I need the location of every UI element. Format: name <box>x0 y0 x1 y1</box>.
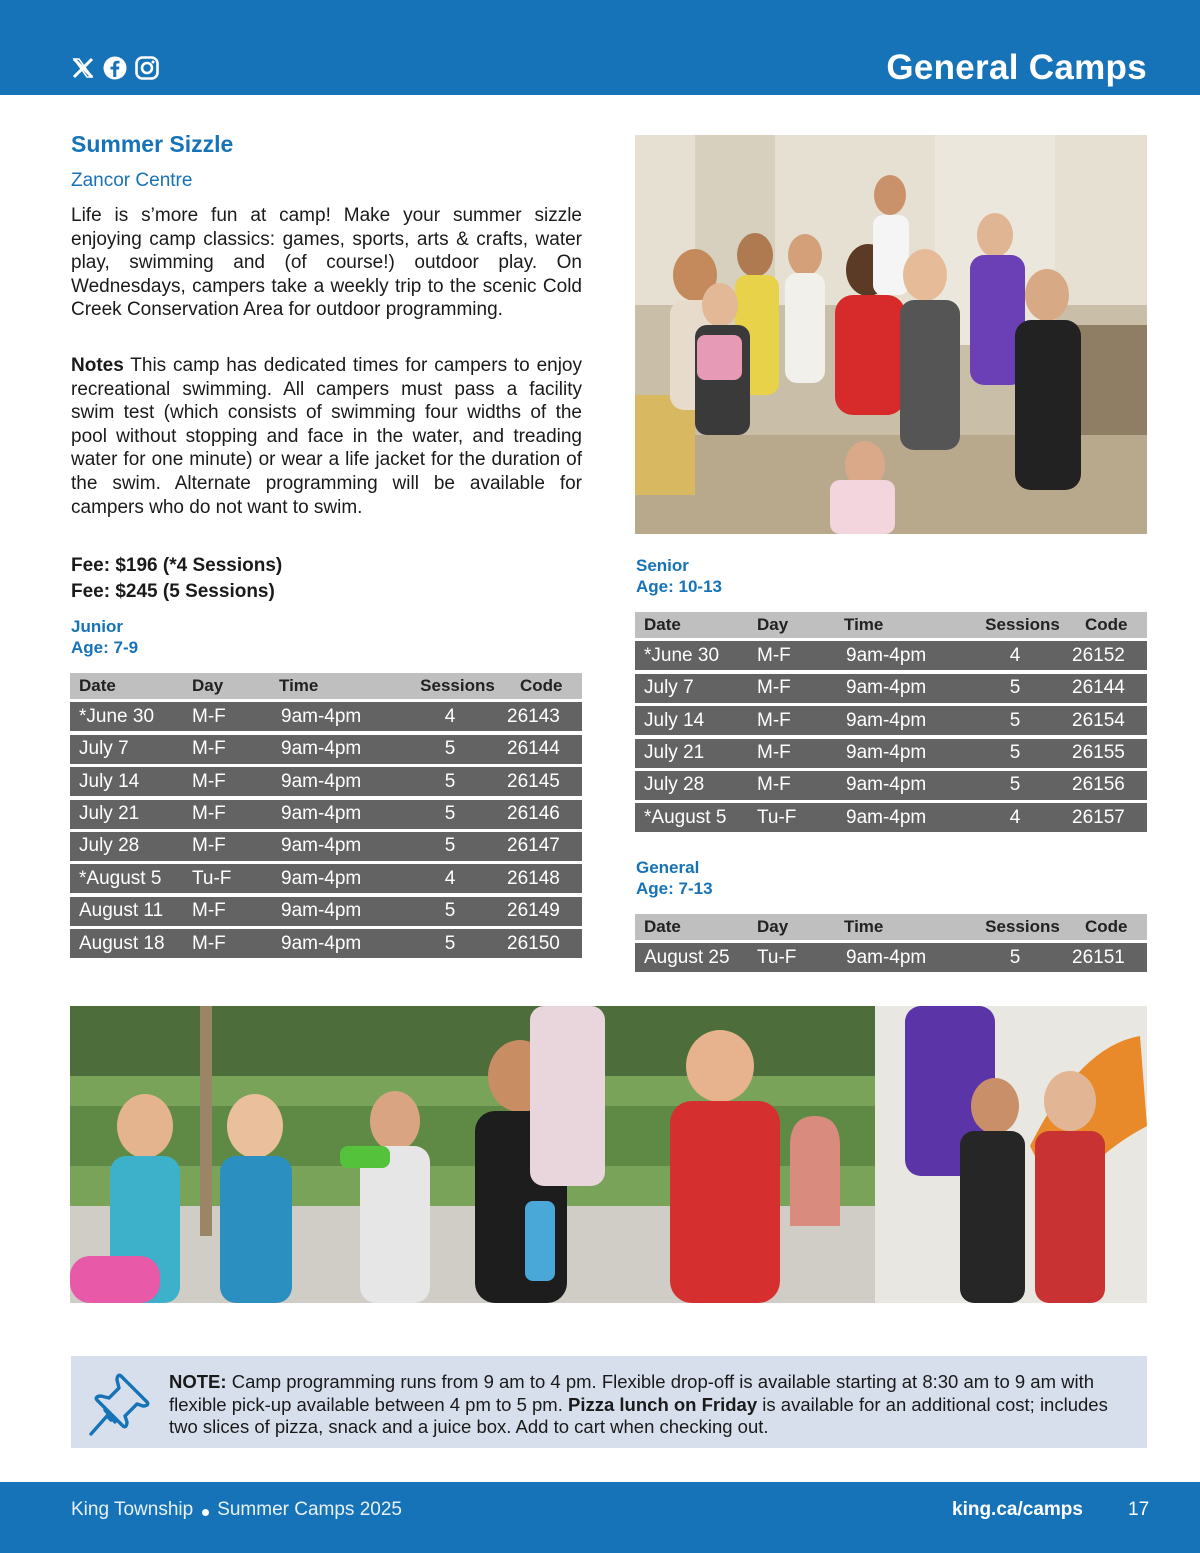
column-header-sessions: Sessions <box>420 676 495 695</box>
instagram-icon[interactable] <box>134 55 160 81</box>
cell-code: 26154 <box>1072 709 1125 731</box>
table-header <box>635 914 1147 940</box>
table-row <box>635 739 1147 768</box>
table-header <box>70 673 582 699</box>
column-header-date: Date <box>79 676 116 695</box>
cell-day: M-F <box>192 770 226 792</box>
cell-day: M-F <box>757 742 791 764</box>
table-row <box>70 702 582 731</box>
column-header-code: Code <box>1085 615 1128 634</box>
cell-time: 9am-4pm <box>281 835 362 857</box>
page-number: 17 <box>1128 1499 1150 1520</box>
page-footer <box>0 1482 1200 1553</box>
footer-separator-dot <box>202 1509 209 1516</box>
program-notes <box>71 354 582 519</box>
cell-date: *June 30 <box>644 644 720 666</box>
cell-sessions: 5 <box>444 932 456 954</box>
column-header-day: Day <box>757 615 789 634</box>
cell-code: 26157 <box>1072 806 1125 828</box>
column-header-time: Time <box>844 615 884 634</box>
cell-code: 26156 <box>1072 774 1125 796</box>
cell-date: July 7 <box>644 677 694 699</box>
facebook-icon[interactable] <box>102 55 128 81</box>
table-row <box>70 929 582 958</box>
cell-day: M-F <box>192 803 226 825</box>
table-row <box>635 641 1147 670</box>
senior-schedule-table <box>635 612 1147 832</box>
cell-sessions: 5 <box>444 803 456 825</box>
cell-time: 9am-4pm <box>846 806 927 828</box>
note-pizza-highlight: Pizza lunch on Friday <box>568 1393 758 1415</box>
social-links <box>70 55 160 81</box>
footer-website-link[interactable]: king.ca/camps <box>952 1499 1083 1520</box>
cell-date: July 28 <box>644 774 705 796</box>
cell-date: *June 30 <box>79 705 155 727</box>
cell-time: 9am-4pm <box>846 774 927 796</box>
fee-five-sessions: Fee: $245 (5 Sessions) <box>71 581 275 602</box>
senior-name: Senior <box>636 556 689 575</box>
cell-day: M-F <box>192 900 226 922</box>
page-header <box>0 0 1200 95</box>
column-header-day: Day <box>757 917 789 936</box>
cell-date: *August 5 <box>644 806 727 828</box>
cell-code: 26151 <box>1072 946 1125 968</box>
cell-time: 9am-4pm <box>846 709 927 731</box>
general-name: General <box>636 858 700 877</box>
junior-age: Age: 7-9 <box>71 638 139 657</box>
cell-sessions: 5 <box>444 770 456 792</box>
table-row <box>635 943 1147 972</box>
notes-text: This camp has dedicated times for campers to enjoy recreational swimming. All campers must pass a facility swim test (which consists of swimming four widths of the pool without stopping and face in the water, and treading water for one minute) or wear a life jacket for the duration of the swim. Alternate programming will be available for campers who do not want to swim. <box>71 355 582 518</box>
program-description: Life is s’more fun at camp! Make your summer sizzle enjoying camp classics: games, sports, arts & crafts, water play, swimming and (of course!) outdoor play. On Wednesdays, campers take a weekly trip to the scenic Cold Creek Conservation Area for outdoor programming. <box>71 205 582 321</box>
cell-day: M-F <box>757 709 791 731</box>
footer-org: King Township <box>71 1499 194 1520</box>
table-row <box>635 771 1147 800</box>
senior-heading <box>636 555 722 597</box>
cell-day: M-F <box>192 705 226 727</box>
table-header <box>635 612 1147 638</box>
cell-day: M-F <box>757 644 791 666</box>
cell-day: M-F <box>192 738 226 760</box>
cell-time: 9am-4pm <box>281 770 362 792</box>
cell-time: 9am-4pm <box>846 742 927 764</box>
cell-time: 9am-4pm <box>846 946 927 968</box>
splash-pad-photo <box>70 1006 1147 1303</box>
cell-code: 26152 <box>1072 644 1125 666</box>
cell-date: July 21 <box>644 742 705 764</box>
table-row <box>635 674 1147 703</box>
cell-date: August 11 <box>79 900 164 922</box>
column-header-time: Time <box>279 676 319 695</box>
note-text-part1: Camp programming runs from 9 am to 4 pm. Flexible drop-off is available starting at 8:30 am to 9 am with flexible pick-up available between 4 pm to 5 pm. <box>169 1371 1095 1415</box>
cell-code: 26144 <box>1072 677 1125 699</box>
cell-date: July 7 <box>79 738 129 760</box>
column-header-day: Day <box>192 676 224 695</box>
cell-code: 26144 <box>507 738 560 760</box>
cell-code: 26145 <box>507 770 560 792</box>
cell-day: Tu-F <box>757 946 797 968</box>
note-box <box>71 1356 1147 1448</box>
cell-time: 9am-4pm <box>281 803 362 825</box>
cell-date: July 21 <box>79 803 140 825</box>
cell-date: August 25 <box>644 946 730 968</box>
column-header-sessions: Sessions <box>985 917 1060 936</box>
cell-code: 26146 <box>507 803 560 825</box>
cell-sessions: 5 <box>444 900 456 922</box>
table-row <box>70 897 582 926</box>
cell-day: M-F <box>757 774 791 796</box>
cell-time: 9am-4pm <box>281 900 362 922</box>
column-header-time: Time <box>844 917 884 936</box>
cell-sessions: 4 <box>444 705 456 727</box>
table-row <box>70 735 582 764</box>
cell-date: July 14 <box>644 709 705 731</box>
cell-code: 26155 <box>1072 742 1125 764</box>
page-title: General Camps <box>886 48 1147 87</box>
cell-code: 26150 <box>507 932 560 954</box>
column-header-sessions: Sessions <box>985 615 1060 634</box>
cell-sessions: 5 <box>1009 677 1021 699</box>
cell-date: *August 5 <box>79 867 162 889</box>
senior-age: Age: 10-13 <box>636 577 722 596</box>
general-age: Age: 7-13 <box>636 879 713 898</box>
pushpin-icon <box>85 1364 163 1442</box>
note-label: NOTE: <box>169 1371 227 1392</box>
fee-four-sessions: Fee: $196 (*4 Sessions) <box>71 555 283 576</box>
general-schedule-table <box>635 914 1147 972</box>
cell-day: M-F <box>757 677 791 699</box>
cell-day: M-F <box>192 932 226 954</box>
column-header-date: Date <box>644 615 681 634</box>
cell-sessions: 5 <box>1009 742 1021 764</box>
cell-date: July 14 <box>79 770 140 792</box>
footer-guide: Summer Camps 2025 <box>217 1499 402 1520</box>
cell-sessions: 5 <box>1009 709 1021 731</box>
cell-sessions: 5 <box>1009 774 1021 796</box>
cell-sessions: 5 <box>444 738 456 760</box>
note-text <box>169 1371 1129 1439</box>
cell-code: 26143 <box>507 705 560 727</box>
cell-sessions: 5 <box>444 835 456 857</box>
table-row <box>70 767 582 796</box>
cell-time: 9am-4pm <box>846 677 927 699</box>
cell-code: 26148 <box>507 867 560 889</box>
column-header-code: Code <box>520 676 563 695</box>
junior-heading <box>71 616 138 658</box>
cell-sessions: 4 <box>444 867 456 889</box>
table-row <box>70 800 582 829</box>
cell-time: 9am-4pm <box>281 932 362 954</box>
general-heading <box>636 857 713 899</box>
cell-time: 9am-4pm <box>281 738 362 760</box>
notes-label: Notes <box>71 355 124 376</box>
cell-code: 26149 <box>507 900 560 922</box>
cell-sessions: 5 <box>1009 946 1021 968</box>
cell-sessions: 4 <box>1009 806 1021 828</box>
footer-publication <box>71 1499 402 1521</box>
cell-day: Tu-F <box>192 867 232 889</box>
table-row <box>70 832 582 861</box>
cell-day: Tu-F <box>757 806 797 828</box>
cell-time: 9am-4pm <box>281 705 362 727</box>
column-header-date: Date <box>644 917 681 936</box>
campers-indoor-photo <box>635 135 1147 534</box>
junior-name: Junior <box>71 617 123 636</box>
table-row <box>70 864 582 893</box>
cell-day: M-F <box>192 835 226 857</box>
cell-time: 9am-4pm <box>846 644 927 666</box>
cell-code: 26147 <box>507 835 560 857</box>
note-text-part2: is available for an additional cost; includes two slices of pizza, snack and a juice box. Add to cart when checking out. <box>169 1393 1108 1437</box>
table-row <box>635 803 1147 832</box>
cell-sessions: 4 <box>1009 644 1021 666</box>
cell-date: July 28 <box>79 835 140 857</box>
program-location: Zancor Centre <box>71 170 193 191</box>
column-header-code: Code <box>1085 917 1128 936</box>
program-title: Summer Sizzle <box>71 131 234 157</box>
cell-time: 9am-4pm <box>281 867 362 889</box>
table-row <box>635 706 1147 735</box>
junior-schedule-table <box>70 673 582 958</box>
cell-date: August 18 <box>79 932 165 954</box>
x-icon[interactable] <box>70 55 96 81</box>
